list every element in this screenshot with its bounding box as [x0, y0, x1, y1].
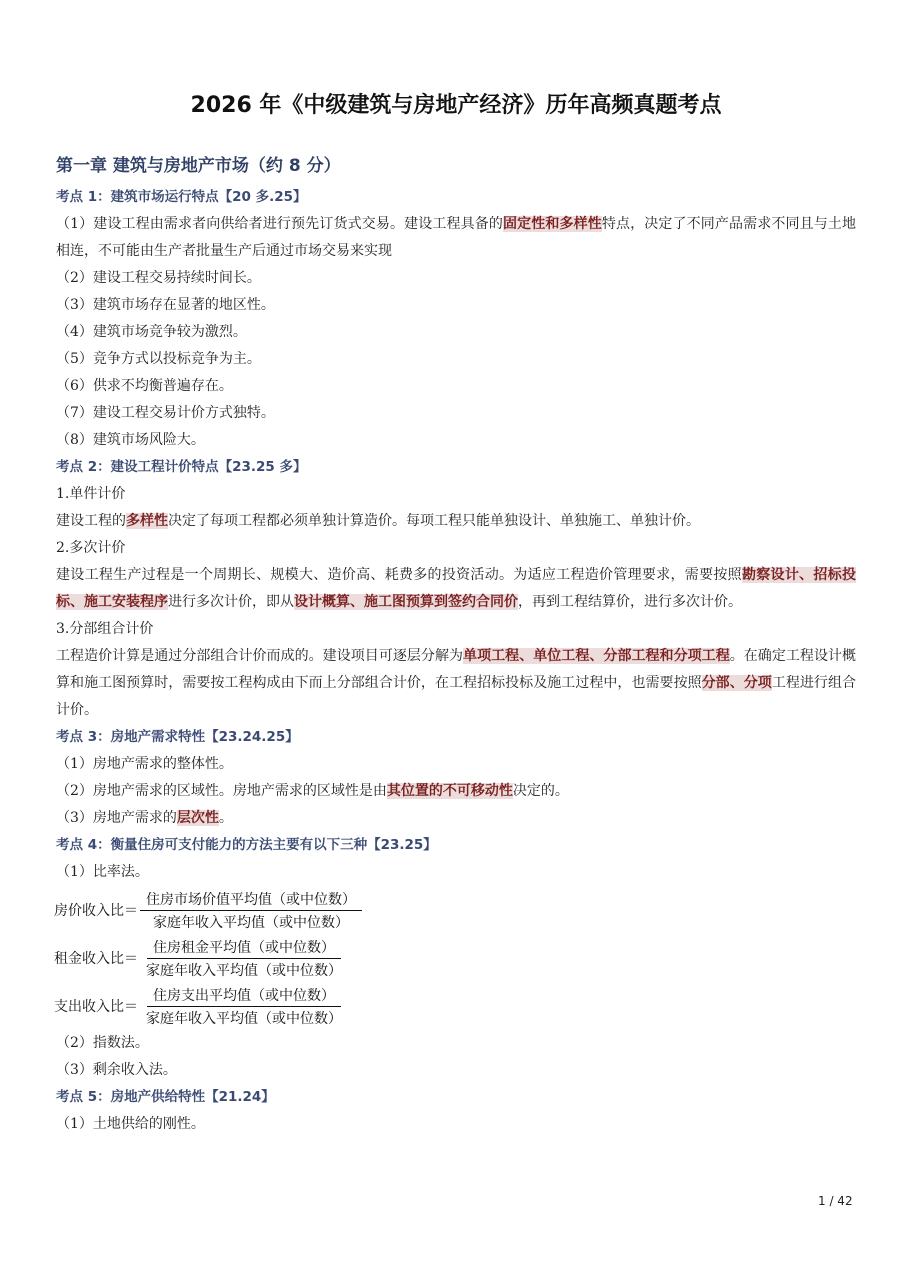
- key-point-4-item-2: （2）指数法。: [56, 1035, 149, 1051]
- subsection-title: 1.单件计价: [56, 486, 126, 502]
- text-run: ，再到工程结算价，进行多次计价。: [518, 594, 742, 610]
- key-point-3-item-2: [56, 778, 856, 805]
- highlight: 单项工程、单位工程、分部工程和分项工程: [463, 648, 730, 664]
- page-number: 1 / 42: [818, 1194, 853, 1208]
- formula-house-price-income-ratio: [54, 886, 856, 934]
- document-title: 2026 年《中级建筑与房地产经济》历年高频真题考点: [190, 93, 722, 118]
- key-point-4-item-1: （1）比率法。: [56, 864, 149, 880]
- key-point-1-heading: 考点 1：建筑市场运行特点【20 多.25】: [56, 189, 307, 205]
- key-point-2-paragraph-3: [56, 643, 856, 724]
- formula-label: 支出收入比＝: [54, 999, 138, 1015]
- highlight: 勘察设计、招标投标、施工安装程序: [56, 567, 857, 610]
- key-point-2-paragraph-2: [56, 562, 856, 616]
- formula-label: 房价收入比＝: [54, 903, 138, 919]
- fraction: [140, 985, 348, 1028]
- key-point-2-heading: 考点 2：建设工程计价特点【23.25 多】: [56, 459, 307, 475]
- key-point-1-item-5: （5）竞争方式以投标竞争为主。: [56, 351, 261, 367]
- text-run: （1）建设工程由需求者向供给者进行预先订货式交易。建设工程具备的: [56, 216, 503, 232]
- denominator: 家庭年收入平均值（或中位数）: [146, 1010, 342, 1027]
- key-point-4-item-3: （3）剩余收入法。: [56, 1062, 177, 1078]
- key-point-3-heading: 考点 3：房地产需求特性【23.24.25】: [56, 729, 299, 745]
- subsection-title: 3.分部组合计价: [56, 621, 154, 637]
- key-point-3-item-3: [56, 805, 856, 832]
- highlight: 多样性: [126, 513, 168, 529]
- key-point-1-item-6: （6）供求不均衡普遍存在。: [56, 378, 233, 394]
- highlight: 其位置的不可移动性: [386, 783, 513, 799]
- chapter-heading: 第一章 建筑与房地产市场（约 8 分）: [56, 156, 341, 176]
- formula-label: 租金收入比＝: [54, 951, 138, 967]
- fraction: [140, 937, 348, 980]
- text-run: 决定的。: [512, 783, 569, 799]
- formula-expenditure-income-ratio: [54, 982, 856, 1030]
- highlight: 层次性: [176, 810, 219, 826]
- key-point-1-item-3: （3）建筑市场存在显著的地区性。: [56, 297, 275, 313]
- key-point-1-item-1: [56, 211, 856, 265]
- key-point-5-item-1: （1）土地供给的刚性。: [56, 1116, 205, 1132]
- text-run: 。在确定工程设计概算和施工图预算时，需要按工程构成由下而上分部组合计价，在工程招标投标及施工过程中，也需要按照: [56, 648, 857, 691]
- text-run: （2）房地产需求的区域性。房地产需求的区域性是由: [56, 783, 387, 799]
- text-run: 工程造价计算是通过分部组合计价而成的。建设项目可逐层分解为: [56, 648, 464, 664]
- key-point-2-paragraph-1: [56, 508, 856, 535]
- key-point-4-heading: 考点 4：衡量住房可支付能力的方法主要有以下三种【23.25】: [56, 837, 437, 853]
- text-run: 进行多次计价，即从: [168, 594, 294, 610]
- highlight: 设计概算、施工图预算到签约合同价: [294, 594, 518, 610]
- document-body: [56, 184, 856, 1138]
- text-run: 决定了每项工程都必须单独计算造价。每项工程只能单独设计、单独施工、单独计价。: [168, 513, 700, 529]
- text-run: 特点，决定了不同产品需求不同且与土地相连，不可能由生产者批量生产后通过市场交易来实现: [56, 216, 857, 259]
- fraction: [140, 889, 362, 932]
- numerator: 住房市场价值平均值（或中位数）: [140, 889, 362, 911]
- numerator: 住房租金平均值（或中位数）: [147, 937, 341, 959]
- text-run: 。: [218, 810, 233, 826]
- text-run: （3）房地产需求的: [56, 810, 177, 826]
- formula-rent-income-ratio: [54, 934, 856, 982]
- key-point-1-item-8: （8）建筑市场风险大。: [56, 432, 205, 448]
- key-point-1-item-7: （7）建设工程交易计价方式独特。: [56, 405, 275, 421]
- text-run: 建设工程生产过程是一个周期长、规模大、造价高、耗费多的投资活动。为适应工程造价管理要求，需要按照: [56, 567, 742, 583]
- text-run: 工程进行组合计价。: [56, 675, 857, 718]
- highlight: 分部、分项: [701, 675, 772, 691]
- subsection-title: 2.多次计价: [56, 540, 126, 556]
- key-point-1-item-4: （4）建筑市场竞争较为激烈。: [56, 324, 247, 340]
- highlight: 固定性和多样性: [502, 216, 602, 232]
- numerator: 住房支出平均值（或中位数）: [147, 985, 341, 1007]
- text-run: 建设工程的: [56, 513, 126, 529]
- denominator: 家庭年收入平均值（或中位数）: [153, 914, 349, 931]
- key-point-5-heading: 考点 5：房地产供给特性【21.24】: [56, 1089, 275, 1105]
- denominator: 家庭年收入平均值（或中位数）: [146, 962, 342, 979]
- key-point-3-item-1: （1）房地产需求的整体性。: [56, 756, 233, 772]
- key-point-1-item-2: （2）建设工程交易持续时间长。: [56, 270, 261, 286]
